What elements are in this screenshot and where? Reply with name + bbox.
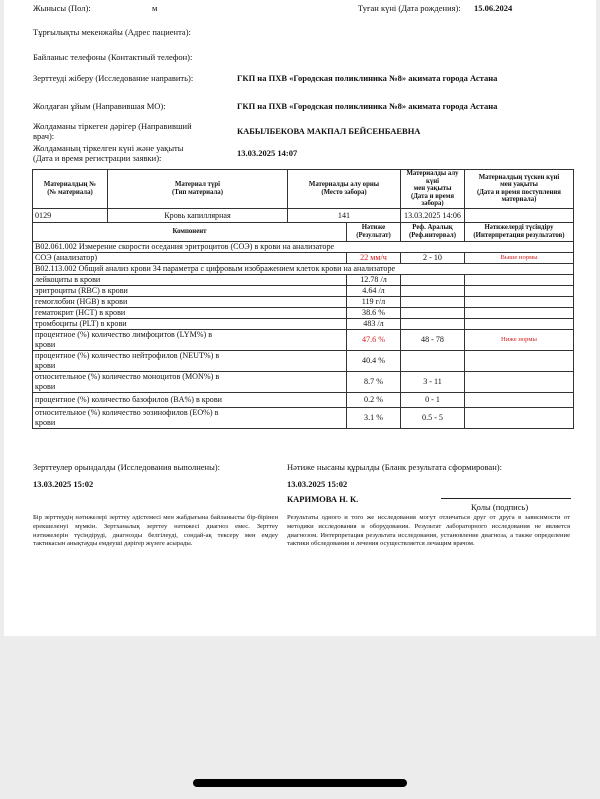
material-type: Кровь капиллярная	[108, 208, 288, 222]
result-value: 12.78 /л	[347, 274, 401, 285]
interpretation	[465, 307, 574, 318]
registration-label-line1: Жолдаманың тіркелген күні және уақыты	[33, 143, 184, 153]
doctor-label-line1: Жолдаманы тіркеген дәрігер (Направивший	[33, 121, 192, 131]
component-name: лейкоциты в крови	[33, 274, 347, 285]
component-name: гематокрит (HCT) в крови	[33, 307, 347, 318]
collection-date: 13.03.2025 14:06	[401, 208, 465, 222]
disclaimer-kz: Бір зерттеудің нәтижелері зерттеу әдістемесі мен жабдығына байланысты бір-бірінен ерекшеленуі мүмкін. Зертханалық зерттеу нәтижесі диагноз емес. Зерттеу нәтижелерін түсіндіруді, диагнозды белгілеуді, сондай-ақ тексеру мен емдеу тактикасын анықтауды емдеуші дәрігер жүзеге асырады.	[33, 514, 278, 548]
material-data-row	[33, 208, 574, 222]
ref-interval	[401, 307, 465, 318]
result-value: 38.6 %	[347, 307, 401, 318]
section-esr-title: В02.061.002 Измерение скорости оседания эритроцитов (СОЭ) в крови на анализаторе	[33, 241, 574, 252]
component-header: Компонент	[33, 222, 347, 241]
received-date-header: Материалдың түскен күні мен уақыты (Дата и время поступления материала)	[465, 170, 574, 209]
table-row	[33, 371, 574, 392]
component-name: процентное (%) количество лимфоцитов (LYM%) в крови	[33, 329, 347, 350]
component-name: эритроциты (RBC) в крови	[33, 285, 347, 296]
result-value: 483 /л	[347, 318, 401, 329]
ref-interval: 2 - 10	[401, 252, 465, 263]
result-value: 4.64 /л	[347, 285, 401, 296]
received-date	[465, 208, 574, 222]
collection-place-header: Материалды алу орны (Место забора)	[288, 170, 401, 209]
material-number-header: Материалдың № (№ материала)	[33, 170, 108, 209]
component-name: относительное (%) количество моноцитов (MON%) в крови	[33, 371, 347, 392]
result-value: 0.2 %	[347, 392, 401, 407]
section-cbc-title: В02.113.002 Общий анализ крови 34 параметра с цифровым изображением клеток крови на анализаторе	[33, 263, 574, 274]
table-row	[33, 329, 574, 350]
ref-interval	[401, 274, 465, 285]
result-value: 40.4 %	[347, 350, 401, 371]
ref-interval	[401, 296, 465, 307]
interpretation	[465, 296, 574, 307]
completed-value: 13.03.2025 15:02	[33, 479, 94, 489]
interpretation: Выше нормы	[465, 252, 574, 263]
interpretation	[465, 392, 574, 407]
signer-name: КАРИМОВА Н. К.	[287, 494, 359, 504]
table-row	[33, 307, 574, 318]
birth-date-value: 15.06.2024	[474, 3, 513, 13]
result-value: 8.7 %	[347, 371, 401, 392]
completed-label: Зерттеулер орындалды (Исследования выполнены):	[33, 462, 220, 472]
ref-interval-header: Реф. Аралық (Реф.интервал)	[401, 222, 465, 241]
section-row	[33, 241, 574, 252]
registration-value: 13.03.2025 14:07	[237, 148, 298, 158]
table-row	[33, 285, 574, 296]
interpretation	[465, 285, 574, 296]
phone-label: Байланыс телефоны (Контактный телефон):	[33, 52, 193, 62]
interpretation	[465, 371, 574, 392]
ref-interval: 0 - 1	[401, 392, 465, 407]
component-name: процентное (%) количество базофилов (BA%) в крови	[33, 392, 347, 407]
interpretation-header: Нәтижелерді түсіндіру (Интерпретация результатов)	[465, 222, 574, 241]
birth-date-label: Туған күні (Дата рождения):	[358, 3, 461, 13]
sex-value: м	[152, 3, 158, 13]
interpretation: Ниже нормы	[465, 329, 574, 350]
table-row	[33, 296, 574, 307]
results-table	[32, 169, 574, 429]
result-header: Нәтиже (Результат)	[347, 222, 401, 241]
table-row	[33, 274, 574, 285]
ref-interval: 0.5 - 5	[401, 407, 465, 428]
results-header-row	[33, 222, 574, 241]
material-type-header: Материал түрі (Тип материала)	[108, 170, 288, 209]
ref-interval: 48 - 78	[401, 329, 465, 350]
table-row	[33, 350, 574, 371]
referring-org-label: Жолдаған ұйым (Направившая МО):	[33, 101, 166, 111]
component-name: СОЭ (анализатор)	[33, 252, 347, 263]
lab-result-page	[4, 0, 596, 636]
section-row	[33, 263, 574, 274]
disclaimer-ru: Результаты одного и того же исследования могут отличаться друг от друга в зависимости от методики исследования и оборудования. Результат лабораторного исследования не является диагнозом. Интерпретация результата исследования, установление диагноза, а также определение тактики обследования и лечения осуществляется лечащим врачом.	[287, 514, 570, 548]
ref-interval	[401, 350, 465, 371]
formed-label: Нәтиже нысаны құрылды (Бланк результата сформирован):	[287, 462, 502, 472]
result-value: 47.6 %	[347, 329, 401, 350]
table-row	[33, 392, 574, 407]
address-label: Тұрғылықты мекенжайы (Адрес пациента):	[33, 27, 191, 37]
collection-date-header: Материалды алу күні мен уақыты (Дата и время забора)	[401, 170, 465, 209]
material-number: 0129	[33, 208, 108, 222]
sent-to-label: Зерттеуді жіберу (Исследование направить):	[33, 73, 194, 83]
interpretation	[465, 318, 574, 329]
sex-label: Жынысы (Пол):	[33, 3, 91, 13]
collection-place: 141	[288, 208, 401, 222]
result-value: 119 г/л	[347, 296, 401, 307]
ref-interval	[401, 285, 465, 296]
table-row	[33, 318, 574, 329]
signature-line	[441, 498, 571, 499]
signature-label: Қолы (подпись)	[471, 502, 529, 512]
interpretation	[465, 407, 574, 428]
component-name: гемоглобин (HGB) в крови	[33, 296, 347, 307]
table-row	[33, 407, 574, 428]
component-name: относительное (%) количество эозинофилов (EO%) в крови	[33, 407, 347, 428]
ref-interval: 3 - 11	[401, 371, 465, 392]
ref-interval	[401, 318, 465, 329]
sent-to-value: ГКП на ПХВ «Городская поликлиника №8» акимата города Астана	[237, 73, 498, 83]
table-row	[33, 252, 574, 263]
component-name: процентное (%) количество нейтрофилов (NEUT%) в крови	[33, 350, 347, 371]
formed-value: 13.03.2025 15:02	[287, 479, 348, 489]
interpretation	[465, 274, 574, 285]
doctor-label-line2: врач):	[33, 131, 55, 141]
home-indicator[interactable]	[193, 779, 407, 787]
interpretation	[465, 350, 574, 371]
component-name: тромбоциты (PLT) в крови	[33, 318, 347, 329]
referring-org-value: ГКП на ПХВ «Городская поликлиника №8» акимата города Астана	[237, 101, 498, 111]
result-value: 3.1 %	[347, 407, 401, 428]
material-header-row	[33, 170, 574, 209]
result-value: 22 мм/ч	[347, 252, 401, 263]
registration-label-line2: (Дата и время регистрации заявки):	[33, 153, 162, 163]
doctor-value: КАБЫЛБЕКОВА МАКПАЛ БЕЙСЕНБАЕВНА	[237, 126, 421, 136]
